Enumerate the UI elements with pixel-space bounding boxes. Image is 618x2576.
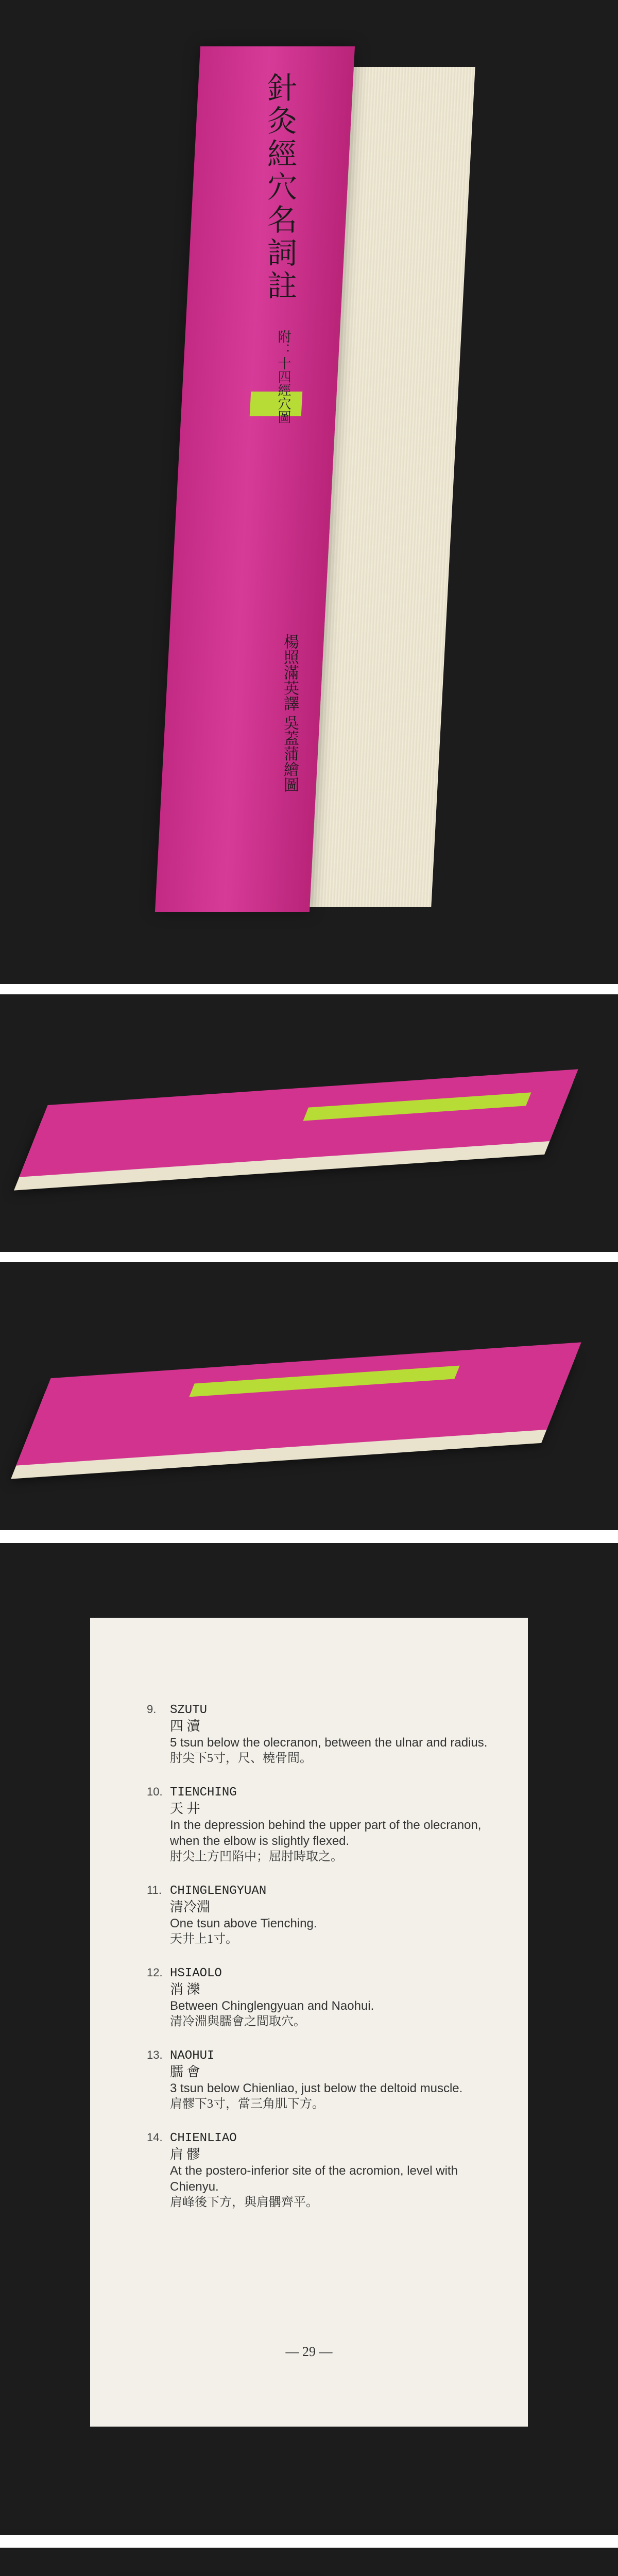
entry-description: At the postero-inferior site of the acromion, level with Chienyu. xyxy=(170,2164,458,2194)
flat-book-cover-2 xyxy=(16,1342,581,1465)
entry-name: NAOHUI xyxy=(170,2049,215,2063)
entry-chinese: 天 井 xyxy=(170,1801,200,1816)
open-book-photo-1 xyxy=(0,2548,618,2576)
entry-chinese: 四 瀆 xyxy=(170,1719,200,1734)
entry-chinese-note: 肩髎下3寸，當三角肌下方。 xyxy=(170,2097,324,2111)
entry-name: HSIAOLO xyxy=(170,1967,222,1980)
entry-number: 10. xyxy=(147,1785,163,1798)
entry-chinglengyuan xyxy=(147,1884,489,1947)
spine-authors: 楊照滿英譯 吳蓋蒲繪圖 xyxy=(281,634,298,792)
entry-naohui xyxy=(147,2048,489,2112)
entry-name: CHINGLENGYUAN xyxy=(170,1884,267,1898)
entry-name: TIENCHING xyxy=(170,1786,237,1800)
entry-description: 5 tsun below the olecranon, between the ulnar and radius. xyxy=(170,1736,488,1750)
entry-description: In the depression behind the upper part of the olecranon, when the elbow is slightly flexed. xyxy=(170,1818,482,1848)
spine-title: 針灸經穴名詞註 xyxy=(263,72,296,303)
entry-chinese: 肩 髎 xyxy=(170,2147,200,2162)
acupoint-entries xyxy=(147,1703,489,2229)
flat-book-photo-2 xyxy=(0,1262,618,1530)
entry-chinese: 清冷淵 xyxy=(170,1900,211,1914)
entry-chinese-note: 肘尖上方凹陷中；屈肘時取之。 xyxy=(170,1850,343,1863)
entry-number: 11. xyxy=(147,1884,162,1896)
entry-chinese: 臑 會 xyxy=(170,2064,200,2079)
entry-description: One tsun above Tienching. xyxy=(170,1917,317,1930)
page-number: — 29 — xyxy=(285,2344,333,2359)
entry-chinese-note: 天井上1寸。 xyxy=(170,1933,238,1946)
entry-chinese-note: 肘尖下5寸，尺、橈骨間。 xyxy=(170,1752,312,1765)
entry-description: 3 tsun below Chienliao, just below the deltoid muscle. xyxy=(170,2081,463,2095)
entry-number: 12. xyxy=(147,1966,163,1979)
entry-chinese-note: 肩峰後下方，與肩髃齊平。 xyxy=(170,2196,318,2209)
entry-number: 14. xyxy=(147,2131,163,2144)
entry-number: 9. xyxy=(147,1703,157,1716)
entry-number: 13. xyxy=(147,2048,163,2061)
entry-description: Between Chinglengyuan and Naohui. xyxy=(170,1999,374,2013)
entry-name: SZUTU xyxy=(170,1703,208,1717)
entry-chinese-note: 清冷淵與臑會之間取穴。 xyxy=(170,2015,306,2028)
entry-name: CHIENLIAO xyxy=(170,2131,237,2145)
entry-szutu xyxy=(147,1703,489,1767)
flat-book-photo-1 xyxy=(0,994,618,1252)
entry-tienching xyxy=(147,1785,489,1865)
entry-hsiaolo xyxy=(147,1966,489,2030)
interior-page-photo xyxy=(0,1543,618,2535)
spine-subtitle: 附：十四經穴圖 xyxy=(276,330,291,423)
flat-book-cover xyxy=(19,1069,578,1177)
entry-chinese: 消 濼 xyxy=(170,1982,200,1997)
entry-chienliao xyxy=(147,2131,489,2211)
spine-photo xyxy=(0,0,618,984)
